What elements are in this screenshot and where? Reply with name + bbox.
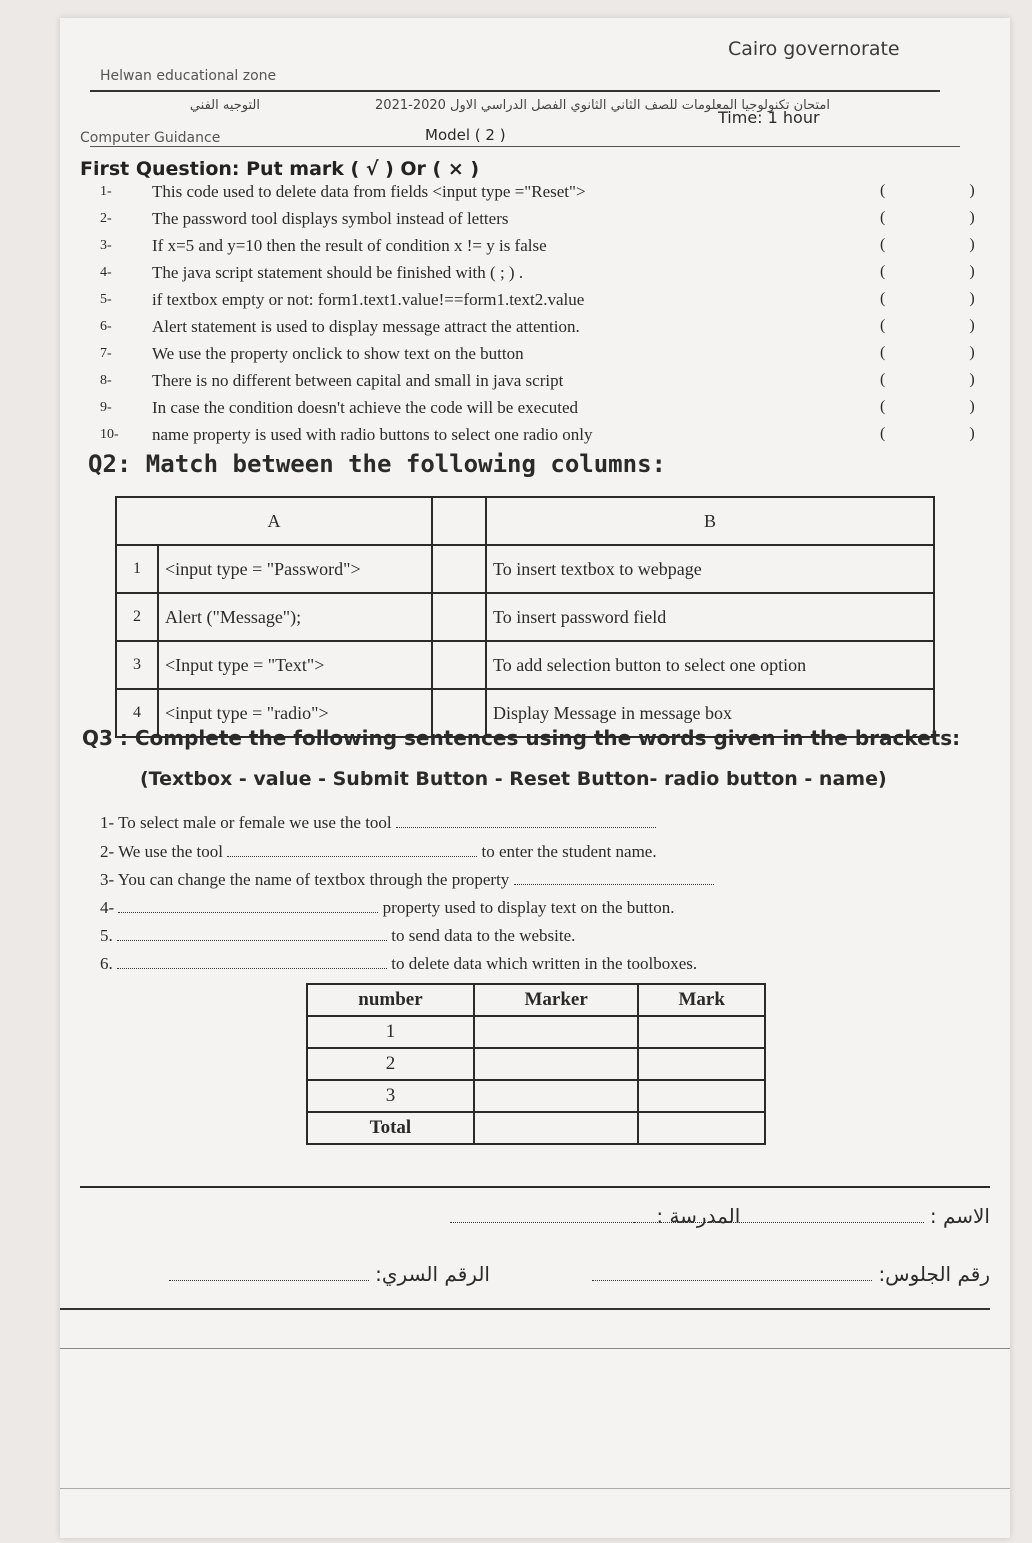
list-item [90, 180, 1015, 207]
serial-blank[interactable] [169, 1264, 369, 1281]
time-label: Time: 1 hour [718, 108, 820, 127]
item-text: if textbox empty or not: form1.text1.value!==form1.text2.value [152, 290, 585, 309]
item-number: 7- [100, 346, 112, 361]
zone-label: Helwan educational zone [100, 68, 277, 84]
footer-divider-2 [60, 1308, 990, 1310]
q3-sentence-1 [100, 811, 656, 833]
q3-sentence-4 [100, 896, 674, 918]
q3-word-bank: (Textbox - value - Submit Button - Reset Button- radio button - name) [140, 768, 887, 790]
row-number: 4 [116, 689, 158, 737]
item-text: name property is used with radio buttons to select one radio only [152, 425, 593, 444]
item-number: 2- [100, 211, 112, 226]
table-row [307, 1048, 765, 1080]
serial-label: الرقم السري: [375, 1262, 490, 1286]
list-item [90, 396, 1015, 423]
match-table [115, 496, 935, 738]
answer-parens[interactable]: ( ) [880, 398, 1015, 415]
column-a-cell: <input type = "radio"> [158, 689, 432, 737]
answer-blank[interactable] [117, 924, 387, 941]
footer-divider [80, 1186, 990, 1188]
arabic-exam-title: امتحان تكنولوجيا المعلومات للصف الثاني الثانوي الفصل الدراسي الاول 2020-2021 [375, 98, 830, 113]
column-a-cell: <Input type = "Text"> [158, 641, 432, 689]
page-fold-line [60, 1488, 1010, 1489]
sentence-text: to enter the student name. [481, 842, 657, 861]
row-number: 1 [116, 545, 158, 593]
list-item [90, 369, 1015, 396]
column-b-cell: To insert password field [486, 593, 934, 641]
answer-parens[interactable]: ( ) [880, 344, 1015, 361]
list-item [90, 207, 1015, 234]
header-divider-2 [90, 146, 960, 147]
item-number: 10- [100, 427, 119, 442]
table-header-row [307, 984, 765, 1016]
marker-cell[interactable] [474, 1016, 638, 1048]
answer-blank[interactable] [396, 811, 656, 828]
q1-list [90, 180, 1015, 450]
name-field [520, 1204, 990, 1228]
total-label: Total [307, 1112, 474, 1144]
row-number: 1 [307, 1016, 474, 1048]
answer-column-header [432, 497, 486, 545]
seat-field [520, 1262, 990, 1286]
item-text: If x=5 and y=10 then the result of condition x != y is false [152, 236, 547, 255]
mark-cell[interactable] [638, 1048, 765, 1080]
table-row [307, 1080, 765, 1112]
item-text: We use the property onclick to show text on the button [152, 344, 524, 363]
table-row [307, 1016, 765, 1048]
mark-header: Mark [638, 984, 765, 1016]
model-label: Model ( 2 ) [425, 126, 506, 144]
q1-title: First Question: Put mark ( √ ) Or ( × ) [80, 158, 480, 180]
marker-header: Marker [474, 984, 638, 1016]
item-number: 9- [100, 400, 112, 415]
column-b-cell: To insert textbox to webpage [486, 545, 934, 593]
seat-label: رقم الجلوس: [878, 1262, 990, 1286]
item-number: 5- [100, 292, 112, 307]
exam-page [60, 18, 1015, 1538]
list-item [90, 234, 1015, 261]
q3-sentence-3 [100, 868, 714, 890]
item-text: This code used to delete data from fields <input type ="Reset"> [152, 182, 586, 201]
number-header: number [307, 984, 474, 1016]
table-row [116, 593, 934, 641]
item-number: 3- [100, 238, 112, 253]
answer-parens[interactable]: ( ) [880, 425, 1015, 442]
row-number: 2 [116, 593, 158, 641]
governorate-label: Cairo governorate [728, 38, 900, 60]
table-row [307, 1112, 765, 1144]
answer-blank[interactable] [514, 868, 714, 885]
answer-cell[interactable] [432, 593, 486, 641]
list-item [90, 315, 1015, 342]
marker-cell[interactable] [474, 1048, 638, 1080]
q3-sentence-6 [100, 952, 697, 974]
marker-cell[interactable] [474, 1080, 638, 1112]
column-b-header: B [486, 497, 934, 545]
sentence-text: 3- You can change the name of textbox through the property [100, 870, 510, 889]
item-text: The password tool displays symbol instead of letters [152, 209, 509, 228]
sentence-text: property used to display text on the button. [382, 898, 675, 917]
seat-blank[interactable] [592, 1264, 872, 1281]
answer-parens[interactable]: ( ) [880, 290, 1015, 307]
mark-cell[interactable] [638, 1112, 765, 1144]
item-text: There is no different between capital and small in java script [152, 371, 564, 390]
column-a-cell: <input type = "Password"> [158, 545, 432, 593]
table-row [116, 641, 934, 689]
item-number: 1- [100, 184, 112, 199]
mark-cell[interactable] [638, 1016, 765, 1048]
name-label: الاسم : [929, 1204, 990, 1228]
name-blank[interactable] [634, 1206, 924, 1223]
item-number: 6- [100, 319, 112, 334]
q3-sentence-2 [100, 840, 657, 862]
item-text: In case the condition doesn't achieve the code will be executed [152, 398, 579, 417]
answer-parens[interactable]: ( ) [880, 209, 1015, 226]
row-number: 2 [307, 1048, 474, 1080]
sentence-text: 4- [100, 898, 115, 917]
item-text: The java script statement should be finished with ( ; ) . [152, 263, 524, 282]
mark-cell[interactable] [638, 1080, 765, 1112]
table-header-row [116, 497, 934, 545]
subject-label: Computer Guidance [80, 130, 221, 146]
answer-parens[interactable]: ( ) [880, 236, 1015, 253]
school-label: المدرسة : [656, 1204, 741, 1228]
answer-blank[interactable] [118, 896, 378, 913]
page-fold-line [60, 1348, 1010, 1349]
answer-parens[interactable]: ( ) [880, 182, 1015, 199]
q2-title: Q2: Match between the following columns: [88, 450, 666, 478]
serial-field [110, 1262, 490, 1286]
sentence-text: 5. [100, 926, 113, 945]
score-table [306, 983, 766, 1145]
answer-parens[interactable]: ( ) [880, 263, 1015, 280]
sentence-text: 1- To select male or female we use the tool [100, 813, 392, 832]
column-a-header: A [116, 497, 432, 545]
item-number: 8- [100, 373, 112, 388]
answer-parens[interactable]: ( ) [880, 371, 1015, 388]
column-b-cell: Display Message in message box [486, 689, 934, 737]
q3-sentence-5 [100, 924, 575, 946]
answer-blank[interactable] [227, 840, 477, 857]
q3-title: Q3 : Complete the following sentences using the words given in the brackets: [82, 726, 961, 750]
list-item [90, 423, 1015, 450]
item-text: Alert statement is used to display message attract the attention. [152, 317, 580, 336]
sentence-text: 6. [100, 954, 113, 973]
row-number: 3 [116, 641, 158, 689]
sentence-text: to delete data which written in the toolboxes. [391, 954, 698, 973]
sentence-text: to send data to the website. [391, 926, 576, 945]
answer-cell[interactable] [432, 545, 486, 593]
marker-cell[interactable] [474, 1112, 638, 1144]
answer-blank[interactable] [117, 952, 387, 969]
list-item [90, 261, 1015, 288]
sentence-text: 2- We use the tool [100, 842, 223, 861]
answer-parens[interactable]: ( ) [880, 317, 1015, 334]
column-a-cell: Alert ("Message"); [158, 593, 432, 641]
row-number: 3 [307, 1080, 474, 1112]
item-number: 4- [100, 265, 112, 280]
arabic-dept-label: التوجيه الفني [189, 98, 260, 113]
list-item [90, 288, 1015, 315]
list-item [90, 342, 1015, 369]
header-divider [90, 90, 940, 92]
table-row [116, 545, 934, 593]
answer-cell[interactable] [432, 641, 486, 689]
column-b-cell: To add selection button to select one option [486, 641, 934, 689]
